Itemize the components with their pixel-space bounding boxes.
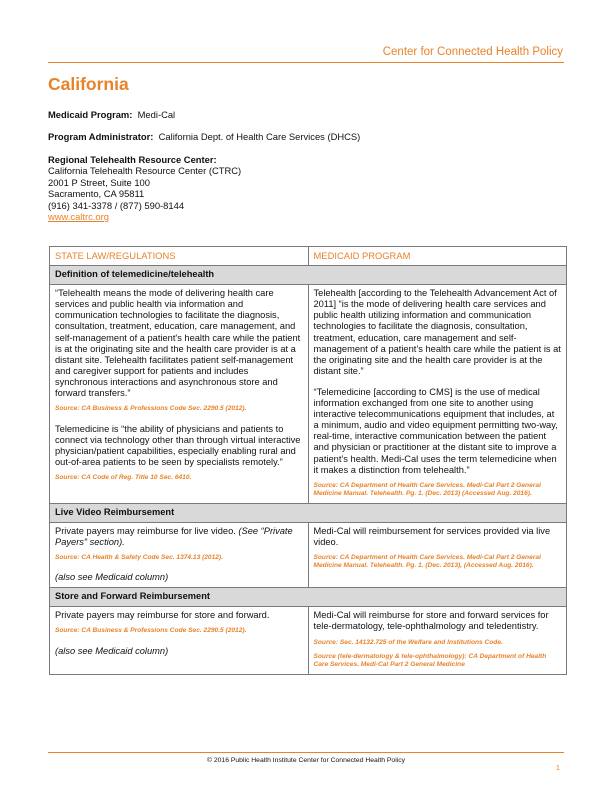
state-law-cell bbox=[50, 285, 309, 503]
state-title: California bbox=[48, 74, 129, 94]
resource-center-line: Sacramento, CA 95811 bbox=[48, 188, 145, 200]
resource-center-block bbox=[48, 154, 241, 222]
cross-reference-note: (also see Medicaid column) bbox=[55, 645, 169, 656]
medicaid-program-label: Medicaid Program: bbox=[48, 109, 133, 120]
medicaid-cell bbox=[308, 607, 567, 674]
body-paragraph: Telehealth [according to the Telehealth Advancement Act of 2011] “is the mode of delivering health care services and public health utilizing information and communication technologies to facilitate the diagnosis, consultation, treatment, education, care management and self-management of a patient’s health care while the patient is at the originating site and the health care provider is at the distant site.” bbox=[313, 288, 561, 376]
source-citation: Source: CA Business & Professions Code Sec. 2290.5 (2012). bbox=[55, 627, 247, 635]
medicaid-program-line bbox=[48, 109, 175, 120]
column-header-state-law: STATE LAW/REGULATIONS bbox=[50, 247, 309, 266]
body-paragraph: “Telemedicine [according to CMS] is the use of medical information exchanged from one site to another using interactive telecommunications equipment that includes, at a minimum, audio and video equipment permitting two-way, real-time, interactive communication between the patient and physician or practitioner at the distant site to improve a patient’s health. Medi-Cal uses the term telemedicine when it makes a distinction from telehealth.” bbox=[313, 386, 558, 475]
resource-center-link[interactable]: www.caltrc.org bbox=[48, 211, 109, 223]
body-paragraph: Medi-Cal will reimbursement for services provided via live video. bbox=[313, 525, 551, 547]
page-number: 1 bbox=[555, 763, 560, 772]
program-admin-label: Program Administrator: bbox=[48, 131, 154, 142]
section-title: Live Video Reimbursement bbox=[50, 503, 567, 522]
cross-reference-note: (also see Medicaid column) bbox=[55, 572, 169, 583]
source-citation: Source: CA Department of Health Care Services. Medi-Cal Part 2 General Medicine Manual. Telehealth. Pg. 1. (Dec. 2013), (Accessed Aug. 2016). bbox=[313, 553, 541, 570]
header-rule bbox=[48, 62, 564, 63]
footer-copyright: © 2016 Public Health Institute Center for Connected Health Policy bbox=[206, 757, 406, 764]
policy-table-body bbox=[50, 266, 567, 675]
source-citation: Source (tele-dermatology & tele-ophthalmology): CA Department of Health Care Services. Medi-Cal Part 2 General Medicine bbox=[313, 652, 547, 669]
paragraph-text: Private payers may reimburse for live video. bbox=[55, 525, 236, 536]
program-admin-line bbox=[48, 131, 360, 142]
policy-table bbox=[49, 246, 567, 675]
section-header-row bbox=[50, 588, 567, 607]
resource-center-line: 2001 P Street, Suite 100 bbox=[48, 176, 150, 188]
source-citation: Source: CA Health & Safety Code Sec. 1374.13 (2012). bbox=[55, 553, 223, 561]
medicaid-cell bbox=[308, 285, 567, 503]
source-citation: Source: Sec. 14132.725 of the Welfare and Institutions Code. bbox=[313, 638, 503, 646]
resource-center-line: (916) 341-3378 / (877) 590-8144 bbox=[48, 199, 185, 211]
source-citation: Source: CA Business & Professions Code Sec. 2290.5 (2012). bbox=[55, 405, 247, 413]
medicaid-cell bbox=[308, 522, 567, 588]
medicaid-program-value: Medi-Cal bbox=[137, 109, 176, 120]
body-paragraph: Telemedicine is “the ability of physicians and patients to connect via technology other than through virtual interactive physician/patient capabilities, especially enabling rural and out-of-area patients to be seen by specialists remotely.” bbox=[55, 423, 301, 467]
state-law-cell bbox=[50, 522, 309, 588]
header-organization: Center for Connected Health Policy bbox=[382, 46, 563, 58]
table-row bbox=[50, 607, 567, 674]
body-paragraph: Private payers may reimburse for store and forward. bbox=[55, 610, 270, 621]
body-paragraph: Medi-Cal will reimburse for store and forward services for tele-dermatology, tele-ophthalmology and teledentistry. bbox=[313, 610, 549, 632]
section-title: Store and Forward Reimbursement bbox=[50, 588, 567, 607]
resource-center-line: California Telehealth Resource Center (CTRC) bbox=[48, 165, 242, 177]
source-citation: Source: CA Department of Health Care Services. Medi-Cal Part 2 General Medicine Manual. Telehealth. Pg. 1. (Dec. 2013) (Accessed Aug. 2016). bbox=[313, 481, 541, 498]
footer-rule bbox=[48, 752, 564, 753]
column-header-medicaid: MEDICAID PROGRAM bbox=[308, 247, 567, 266]
table-row bbox=[50, 522, 567, 588]
resource-center-label: Regional Telehealth Resource Center: bbox=[48, 154, 217, 165]
paragraph-italic-note: (See “Private Payers” section). bbox=[55, 525, 293, 547]
body-paragraph: “Telehealth means the mode of delivering health care services and public health via information and communication technologies to facilitate the diagnosis, consultation, treatment, education, care management, and self-management of a patient's health care while the patient is at the originating site and the health care provider is at a distant site. Telehealth facilitates patient self-management and caregiver support for patients and includes synchronous interactions and asynchronous store and forward transfers.” bbox=[55, 288, 301, 399]
body-paragraph bbox=[55, 526, 303, 548]
section-header-row bbox=[50, 266, 567, 285]
program-admin-value: California Dept. of Health Care Services (DHCS) bbox=[158, 131, 361, 142]
section-title: Definition of telemedicine/telehealth bbox=[50, 266, 567, 285]
state-law-cell bbox=[50, 607, 309, 674]
table-row bbox=[50, 285, 567, 503]
source-citation: Source: CA Code of Reg. Title 10 Sec. 6410. bbox=[55, 473, 192, 481]
section-header-row bbox=[50, 503, 567, 522]
